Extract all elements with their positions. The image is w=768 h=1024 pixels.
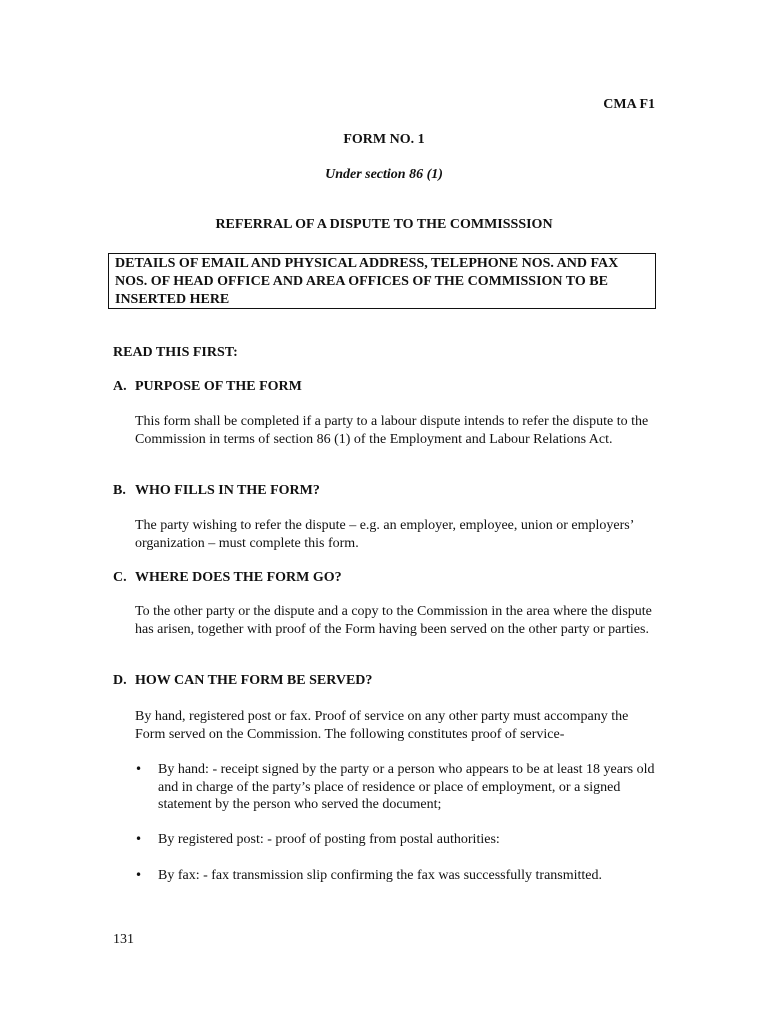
section-d-heading <box>113 673 372 689</box>
under-section-reference: Under section 86 (1) <box>325 167 443 182</box>
bullet-icon: • <box>135 868 143 882</box>
form-code: CMA F1 <box>603 97 655 112</box>
read-this-first-heading: READ THIS FIRST: <box>113 345 238 360</box>
section-a-title: PURPOSE OF THE FORM <box>135 379 302 394</box>
bullet-item-registered-post <box>135 831 665 849</box>
section-b-letter: B. <box>113 483 126 498</box>
bullet-text: By registered post: - proof of posting from postal authorities: <box>158 832 500 847</box>
section-c-title: WHERE DOES THE FORM GO? <box>135 570 342 585</box>
bullet-text: By fax: - fax transmission slip confirming the fax was successfully transmitted. <box>158 868 603 883</box>
details-box: DETAILS OF EMAIL AND PHYSICAL ADDRESS, TELEPHONE NOS. AND FAX NOS. OF HEAD OFFICE AND AREA OFFICES OF THE COMMISSION TO BE INSERTED HERE <box>108 253 656 309</box>
bullet-item-by-hand <box>135 761 665 814</box>
section-c-letter: C. <box>113 570 127 585</box>
section-b-body: The party wishing to refer the dispute – e.g. an employer, employee, union or employers’ organization – must complete this form. <box>135 518 634 551</box>
page-number: 131 <box>113 932 134 947</box>
bullet-item-fax <box>135 867 665 885</box>
section-a-letter: A. <box>113 379 127 394</box>
bullet-icon: • <box>135 762 143 776</box>
section-a-body: This form shall be completed if a party to a labour dispute intends to refer the dispute to the Commission in terms of section 86 (1) of the Employment and Labour Relations Act. <box>135 414 649 447</box>
section-a-heading <box>113 379 302 395</box>
bullet-text: By hand: - receipt signed by the party or a person who appears to be at least 18 years old and in charge of the party’s place of residence or place of employment, or a signed statement by the person who served the document; <box>158 762 655 812</box>
section-d-title: HOW CAN THE FORM BE SERVED? <box>135 673 373 688</box>
section-d-body: By hand, registered post or fax. Proof of service on any other party must accompany the Form served on the Commission. The following constitutes proof of service- <box>135 709 629 742</box>
form-number: FORM NO. 1 <box>343 132 425 147</box>
bullet-icon: • <box>135 832 143 846</box>
section-c-body: To the other party or the dispute and a copy to the Commission in the area where the dispute has arisen, together with proof of the Form having been served on the other party or parties. <box>135 604 652 637</box>
section-b-title: WHO FILLS IN THE FORM? <box>135 483 320 498</box>
form-title: REFERRAL OF A DISPUTE TO THE COMMISSSION <box>215 217 553 232</box>
section-d-letter: D. <box>113 673 127 688</box>
section-b-heading <box>113 483 320 499</box>
section-c-heading <box>113 570 342 586</box>
